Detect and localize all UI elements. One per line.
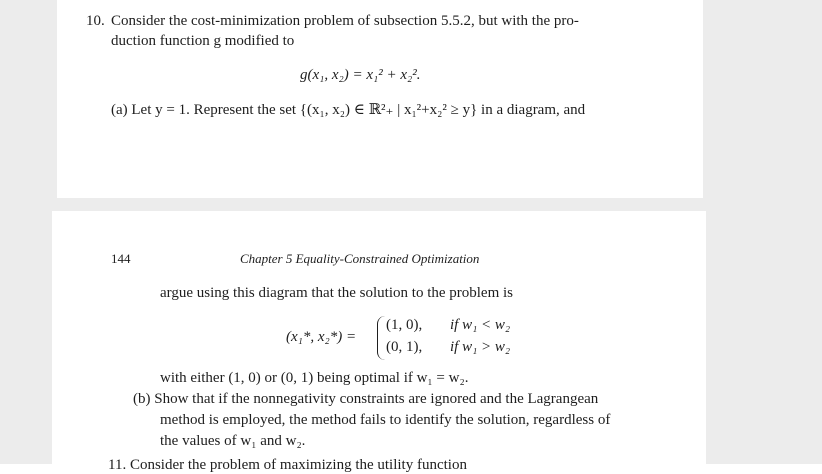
left-margin-gray-lower [0,198,52,464]
case-1-value: (1, 0), [386,317,423,333]
problem-number: 10. [86,13,105,29]
case-2-condition: if w₁ > w₂ [450,339,511,355]
production-equation: g(x₁, x₂) = x₁² + x₂². [300,67,421,83]
optimal-note: with either (1, 0) or (0, 1) being optimal if w₁ = w₂. [160,370,469,386]
chapter-title: Chapter 5 Equality-Constrained Optimization [240,251,480,266]
continuation-line-1: argue using this diagram that the solution to the problem is [160,285,514,301]
case-2-value: (0, 1), [386,339,423,355]
right-margin-gray [703,0,822,464]
case-1-condition: if w₁ < w₂ [450,317,511,333]
cut-off-line [108,456,508,473]
page-separator [52,198,706,211]
problem-line-1: Consider the cost-minimization problem of subsection 5.5.2, but with the pro- [111,13,579,29]
part-a-text: (a) Let y = 1. Represent the set {(x₁, x₂) ∈ ℝ²₊ | x₁²+x₂² ≥ y} in a diagram, and [111,102,586,118]
part-b-line-2: method is employed, the method fails to identify the solution, regardless of [160,412,611,428]
problem-line-2: duction function g modified to [111,33,295,49]
part-b-line-1: (b) Show that if the nonnegativity constraints are ignored and the Lagrangean [133,391,599,407]
page-number: 144 [111,251,131,266]
part-b-line-3: the values of w₁ and w₂. [160,433,306,449]
solution-lhs: (x₁*, x₂*) = [286,329,357,345]
cut-off-text: 11. Consider the problem of maximizing the utility function [108,457,467,473]
